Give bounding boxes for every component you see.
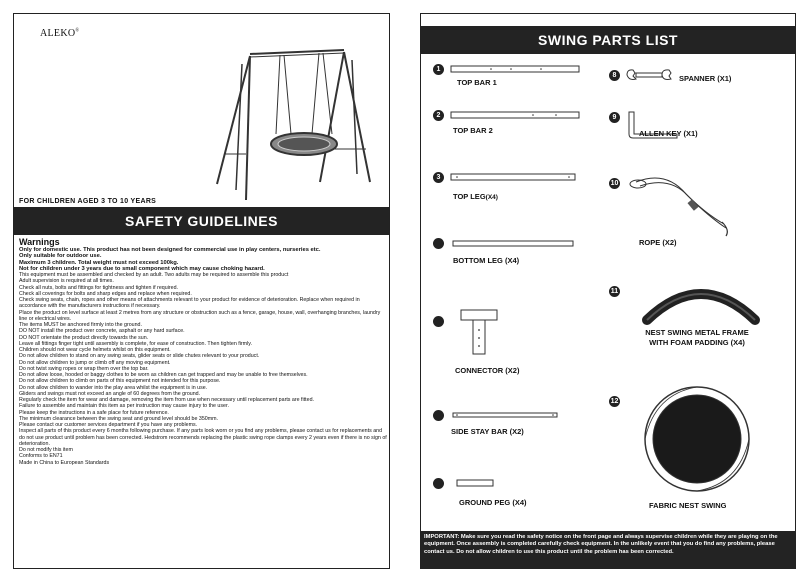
guideline-line: Check all coverings for bolts and sharp edges and replace when required. bbox=[19, 290, 192, 297]
guideline-line: Conforms to EN71 bbox=[19, 453, 63, 460]
part-label: TOP LEG(X4) bbox=[453, 192, 498, 201]
part-number-badge: 11 bbox=[610, 288, 619, 295]
part-label: GROUND PEG (X4) bbox=[459, 498, 527, 507]
connector-drawing bbox=[461, 310, 501, 360]
swing-illustration bbox=[14, 14, 391, 192]
guideline-line: DO NOT install the product over concrete, asphalt or any hard surface. bbox=[19, 328, 185, 335]
part-number-badge: 10 bbox=[610, 180, 619, 187]
guideline-line: Do not allow loose, hooded or baggy clothes to be worn as children can get trapped and may be unable to free themselves. bbox=[19, 372, 308, 378]
part-number-badge: 3 bbox=[433, 172, 444, 183]
ground-peg-drawing bbox=[457, 478, 497, 490]
bottom-leg-drawing bbox=[453, 238, 583, 250]
guideline-line: Failure to assemble and maintain this item as per instruction may cause injury to the user. bbox=[19, 403, 229, 410]
part-number-badge: 12 bbox=[610, 398, 619, 405]
part-label: FABRIC NEST SWING bbox=[649, 501, 727, 510]
guideline-line: Please contact our customer services department if you have any problems. bbox=[19, 422, 198, 428]
top-bar-2-drawing bbox=[451, 110, 581, 122]
guideline-line: Do not twist swing ropes or wrap them over the top bar. bbox=[19, 365, 149, 372]
top-leg-drawing bbox=[451, 172, 581, 184]
part-label: SIDE STAY BAR (X2) bbox=[451, 427, 524, 436]
warning-bold-line: Maximum 3 children. Total weight must not exceed 100kg. bbox=[19, 259, 179, 266]
spanner-icon bbox=[625, 68, 675, 82]
part-number-badge bbox=[433, 238, 444, 249]
warning-bold-line: Only for domestic use. This product has not been designed for commercial use in play centers, nurseries etc. bbox=[19, 247, 321, 253]
safety-page bbox=[13, 13, 390, 569]
part-label: SPANNER (X1) bbox=[679, 74, 732, 83]
parts-page bbox=[420, 13, 796, 569]
guideline-line: Regularly check the item for wear and damage, removing the item from use when necessary until replacement parts are fitted. bbox=[19, 397, 315, 403]
age-label: FOR CHILDREN AGED 3 TO 10 YEARS bbox=[19, 198, 157, 205]
swing-frame-drawing bbox=[14, 14, 391, 192]
part-number-badge bbox=[433, 316, 444, 327]
guideline-line: Check all nuts, bolts and fittings for tightness and tighten if required. bbox=[19, 284, 178, 291]
part-number-badge: 2 bbox=[433, 110, 444, 121]
guideline-line: DO NOT orientate the product directly towards the sun. bbox=[19, 334, 149, 341]
guideline-line: Do not allow children to climb on parts of this equipment not intended for this purpose. bbox=[19, 378, 221, 385]
guideline-line: The items MUST be anchored firmly into the ground. bbox=[19, 322, 142, 328]
safety-guidelines bbox=[19, 237, 387, 466]
part-label: BOTTOM LEG (X4) bbox=[453, 256, 520, 265]
important-note: IMPORTANT: Make sure you read the safety notice on the front page and always supervise children while they are playing on the equipment. Once assembly is completed carefully check equipment. In the unlikely event that you do find any problems, please contact us. Do not allow children to use this product until the problem has been corrected. bbox=[421, 531, 795, 569]
part-number-badge: 9 bbox=[609, 112, 620, 123]
side-stay-bar-drawing bbox=[453, 410, 563, 422]
part-number-badge bbox=[433, 410, 444, 421]
guideline-line: Do not allow children to stand on any swing seats, glider seats or slide chutes relevant to your product. bbox=[19, 353, 260, 360]
guideline-line: Do not modify this item bbox=[19, 447, 73, 453]
part-label: ALLEN KEY (X1) bbox=[639, 129, 698, 138]
parts-title: SWING PARTS LIST bbox=[421, 26, 795, 54]
top-bar-1-drawing bbox=[451, 64, 581, 76]
guideline-line: Gliders and swings must not exceed an angle of 60 degrees from the ground. bbox=[19, 390, 201, 397]
fabric-nest-drawing bbox=[635, 384, 759, 494]
part-label: CONNECTOR (X2) bbox=[455, 366, 520, 375]
safety-title: SAFETY GUIDELINES bbox=[14, 207, 389, 235]
guideline-line: This equipment must be assembled and checked by an adult. Two adults may be required to assemble this product bbox=[19, 272, 289, 278]
guideline-line: The minimum clearance between the swing seat and ground level should be 350mm. bbox=[19, 415, 219, 422]
guideline-line: Children should not wear cycle helmets whilst on this equipment. bbox=[19, 347, 171, 353]
part-number-badge bbox=[433, 478, 444, 489]
guideline-line: Do not allow children to wander into the play area whilst the equipment is in use. bbox=[19, 384, 208, 391]
warning-bold-line: Only suitable for outdoor use. bbox=[19, 253, 102, 260]
guideline-line: Leave all fittings finger tight until assembly is complete, for ease of construction. Then tighten firmly. bbox=[19, 340, 252, 347]
part-number-badge: 8 bbox=[609, 70, 620, 81]
guideline-line: Adult supervision is required at all times. bbox=[19, 278, 114, 285]
warning-bold-line: Not for children under 3 years due to small component which may cause choking hazard. bbox=[19, 265, 265, 272]
guideline-line: Place the product on level surface at least 2 metres from any structure or obstruction such as a fence, garage, house, wall, overhanging branches, laundry line or electrical wires. bbox=[19, 309, 381, 322]
part-label: TOP BAR 2 bbox=[453, 126, 493, 135]
part-label: ROPE (X2) bbox=[639, 238, 677, 247]
part-label: TOP BAR 1 bbox=[457, 78, 497, 87]
warnings-title: Warnings bbox=[19, 237, 60, 247]
guideline-line: Do not allow children to jump or climb off any moving equipment. bbox=[19, 359, 171, 366]
guideline-line: Check swing seats, chain, ropes and other means of attachments relevant to your product for evidence of deterioration. Replace when required in accordance with the manufacturers instructions if necessary. bbox=[19, 297, 360, 310]
rope-drawing bbox=[626, 174, 736, 234]
part-number-badge: 1 bbox=[433, 64, 444, 75]
guideline-line: Please keep the instructions in a safe place for future reference. bbox=[19, 409, 169, 416]
metal-frame-drawing bbox=[641, 282, 761, 326]
part-label: NEST SWING METAL FRAME WITH FOAM PADDING (X4) bbox=[645, 328, 749, 347]
guideline-line: Inspect all parts of this product every 6 months following purchase. If any parts look worn or you find any problems, please contact us for replacements and do not use product until problem has been corrected. Hedstrom recommends replacing the plastic swing rope clamps every 2 years even if there is no sign of deterioration. bbox=[19, 428, 387, 447]
guideline-line: Made in China to European Standards bbox=[19, 459, 110, 466]
brand-logo: ALEKO® bbox=[40, 28, 80, 39]
